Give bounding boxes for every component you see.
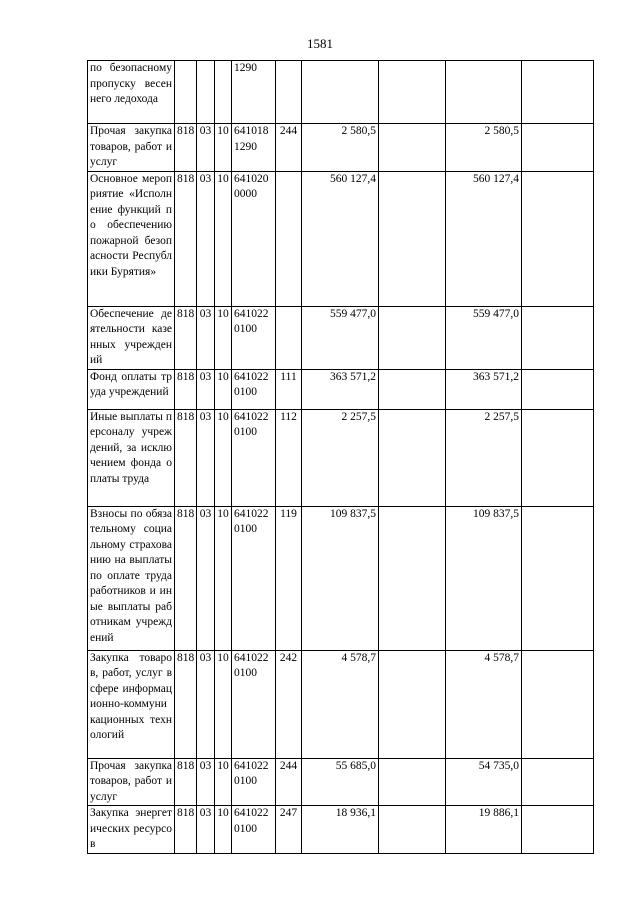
table-row bbox=[88, 806, 594, 854]
ministry-code-cell bbox=[175, 61, 197, 124]
section-code-cell: 03 bbox=[197, 806, 215, 854]
ministry-code-cell: 818 bbox=[175, 409, 197, 506]
subsection-code-cell: 10 bbox=[215, 306, 232, 369]
target-article-part1: 641022 bbox=[234, 507, 269, 520]
ministry-code-cell: 818 bbox=[175, 506, 197, 650]
target-article-part2: 0000 bbox=[234, 188, 257, 200]
section-code-cell: 03 bbox=[197, 758, 215, 806]
amount-adjusted-cell: 363 571,2 bbox=[446, 369, 522, 409]
target-article-part2: 0100 bbox=[234, 775, 257, 787]
target-article-cell bbox=[232, 61, 276, 124]
row-name-cell: Взносы по обязательному социальному страхованию на выплаты по оплате труда работников и иные выплаты работникам учреждений bbox=[88, 506, 175, 650]
target-article-part2: 0100 bbox=[234, 523, 257, 535]
section-code-cell: 03 bbox=[197, 369, 215, 409]
expense-type-cell: 244 bbox=[276, 124, 302, 172]
section-code-cell: 03 bbox=[197, 306, 215, 369]
ministry-code-cell: 818 bbox=[175, 124, 197, 172]
amount-change-cell bbox=[379, 506, 446, 650]
amount-extra-cell bbox=[522, 171, 594, 306]
row-name-cell: Прочая закупка товаров, работ и услуг bbox=[88, 758, 175, 806]
amount-change-cell bbox=[379, 306, 446, 369]
amount-extra-cell bbox=[522, 758, 594, 806]
amount-total-cell: 4 578,7 bbox=[302, 650, 379, 758]
target-article-part2: 0100 bbox=[234, 822, 257, 835]
target-article-part1: 641018 bbox=[234, 125, 269, 137]
target-article-part1: 641022 bbox=[234, 651, 269, 664]
amount-adjusted-cell: 4 578,7 bbox=[446, 650, 522, 758]
subsection-code-cell: 10 bbox=[215, 409, 232, 506]
amount-extra-cell bbox=[522, 306, 594, 369]
amount-adjusted-cell: 559 477,0 bbox=[446, 306, 522, 369]
subsection-code-cell: 10 bbox=[215, 650, 232, 758]
table-row bbox=[88, 61, 594, 124]
amount-extra-cell bbox=[522, 506, 594, 650]
amount-adjusted-cell: 560 127,4 bbox=[446, 171, 522, 306]
row-name-cell: Закупка энергетических ресурсов bbox=[88, 806, 175, 854]
table-row bbox=[88, 758, 594, 806]
page-number: 1581 bbox=[307, 36, 333, 51]
target-article-cell bbox=[232, 650, 276, 758]
target-article-part2: 0100 bbox=[234, 323, 257, 335]
amount-total-cell: 559 477,0 bbox=[302, 306, 379, 369]
target-article-part2: 0100 bbox=[234, 667, 257, 679]
amount-total-cell: 109 837,5 bbox=[302, 506, 379, 650]
table-row bbox=[88, 306, 594, 369]
target-article-part1: 641022 bbox=[234, 307, 269, 320]
ministry-code-cell: 818 bbox=[175, 806, 197, 854]
amount-change-cell bbox=[379, 806, 446, 854]
amount-adjusted-cell bbox=[446, 61, 522, 124]
amount-adjusted-cell: 2 257,5 bbox=[446, 409, 522, 506]
table-row bbox=[88, 171, 594, 306]
target-article-part2: 0100 bbox=[234, 386, 257, 398]
expense-type-cell: 247 bbox=[276, 806, 302, 854]
target-article-part1: 641022 bbox=[234, 370, 269, 383]
ministry-code-cell: 818 bbox=[175, 758, 197, 806]
amount-change-cell bbox=[379, 171, 446, 306]
amount-change-cell bbox=[379, 369, 446, 409]
subsection-code-cell: 10 bbox=[215, 806, 232, 854]
subsection-code-cell: 10 bbox=[215, 171, 232, 306]
amount-total-cell: 55 685,0 bbox=[302, 758, 379, 806]
target-article-part2: 1290 bbox=[234, 140, 257, 153]
amount-extra-cell bbox=[522, 806, 594, 854]
row-name-cell: Иные выплаты персоналу учреждений, за исключением фонда оплаты труда bbox=[88, 409, 175, 506]
section-code-cell: 03 bbox=[197, 409, 215, 506]
amount-change-cell bbox=[379, 409, 446, 506]
expense-type-cell bbox=[276, 61, 302, 124]
amount-extra-cell bbox=[522, 61, 594, 124]
expense-type-cell bbox=[276, 306, 302, 369]
amount-adjusted-cell: 2 580,5 bbox=[446, 124, 522, 172]
expense-type-cell: 244 bbox=[276, 758, 302, 806]
table-row bbox=[88, 506, 594, 650]
expense-type-cell: 119 bbox=[276, 506, 302, 650]
section-code-cell: 03 bbox=[197, 650, 215, 758]
target-article-part1: 641022 bbox=[234, 807, 269, 819]
section-code-cell bbox=[197, 61, 215, 124]
expense-type-cell: 242 bbox=[276, 650, 302, 758]
target-article-cell bbox=[232, 806, 276, 854]
target-article-cell bbox=[232, 506, 276, 650]
budget-table bbox=[87, 60, 594, 854]
expense-type-cell: 111 bbox=[276, 369, 302, 409]
row-name-cell: Фонд оплаты труда учреждений bbox=[88, 369, 175, 409]
target-article-part1: 641022 bbox=[234, 410, 269, 423]
amount-total-cell: 560 127,4 bbox=[302, 171, 379, 306]
row-name-cell: Основное мероприятие «Исполнение функций по обеспечению пожарной безопасности Республики Бурятия» bbox=[88, 171, 175, 306]
ministry-code-cell: 818 bbox=[175, 650, 197, 758]
target-article-part2: 1290 bbox=[234, 62, 257, 74]
target-article-cell bbox=[232, 306, 276, 369]
ministry-code-cell: 818 bbox=[175, 306, 197, 369]
amount-total-cell: 18 936,1 bbox=[302, 806, 379, 854]
section-code-cell: 03 bbox=[197, 171, 215, 306]
expense-type-cell bbox=[276, 171, 302, 306]
row-name-cell: Закупка товаров, работ, услуг в сфере информационно-коммуникационных технологий bbox=[88, 650, 175, 758]
expense-type-cell: 112 bbox=[276, 409, 302, 506]
subsection-code-cell: 10 bbox=[215, 124, 232, 172]
target-article-part1: 641022 bbox=[234, 759, 269, 772]
target-article-cell bbox=[232, 758, 276, 806]
target-article-cell bbox=[232, 171, 276, 306]
target-article-cell bbox=[232, 124, 276, 172]
amount-adjusted-cell: 19 886,1 bbox=[446, 806, 522, 854]
target-article-cell bbox=[232, 369, 276, 409]
ministry-code-cell: 818 bbox=[175, 369, 197, 409]
row-name-cell: по безопасному пропуску весеннего ледохода bbox=[88, 61, 175, 124]
amount-total-cell: 2 257,5 bbox=[302, 409, 379, 506]
amount-total-cell: 363 571,2 bbox=[302, 369, 379, 409]
amount-extra-cell bbox=[522, 409, 594, 506]
table-row bbox=[88, 409, 594, 506]
amount-adjusted-cell: 109 837,5 bbox=[446, 506, 522, 650]
subsection-code-cell: 10 bbox=[215, 506, 232, 650]
amount-total-cell: 2 580,5 bbox=[302, 124, 379, 172]
section-code-cell: 03 bbox=[197, 124, 215, 172]
ministry-code-cell: 818 bbox=[175, 171, 197, 306]
amount-extra-cell bbox=[522, 650, 594, 758]
amount-change-cell bbox=[379, 758, 446, 806]
target-article-part1: 641020 bbox=[234, 172, 269, 185]
amount-change-cell bbox=[379, 650, 446, 758]
row-name-cell: Обеспечение деятельности казенных учреждений bbox=[88, 306, 175, 369]
amount-change-cell bbox=[379, 61, 446, 124]
subsection-code-cell: 10 bbox=[215, 758, 232, 806]
table-row bbox=[88, 369, 594, 409]
target-article-cell bbox=[232, 409, 276, 506]
section-code-cell: 03 bbox=[197, 506, 215, 650]
amount-extra-cell bbox=[522, 369, 594, 409]
subsection-code-cell bbox=[215, 61, 232, 124]
amount-change-cell bbox=[379, 124, 446, 172]
amount-adjusted-cell: 54 735,0 bbox=[446, 758, 522, 806]
amount-total-cell bbox=[302, 61, 379, 124]
target-article-part2: 0100 bbox=[234, 426, 257, 438]
row-name-cell: Прочая закупка товаров, работ и услуг bbox=[88, 124, 175, 172]
table-row bbox=[88, 124, 594, 172]
amount-extra-cell bbox=[522, 124, 594, 172]
subsection-code-cell: 10 bbox=[215, 369, 232, 409]
table-row bbox=[88, 650, 594, 758]
